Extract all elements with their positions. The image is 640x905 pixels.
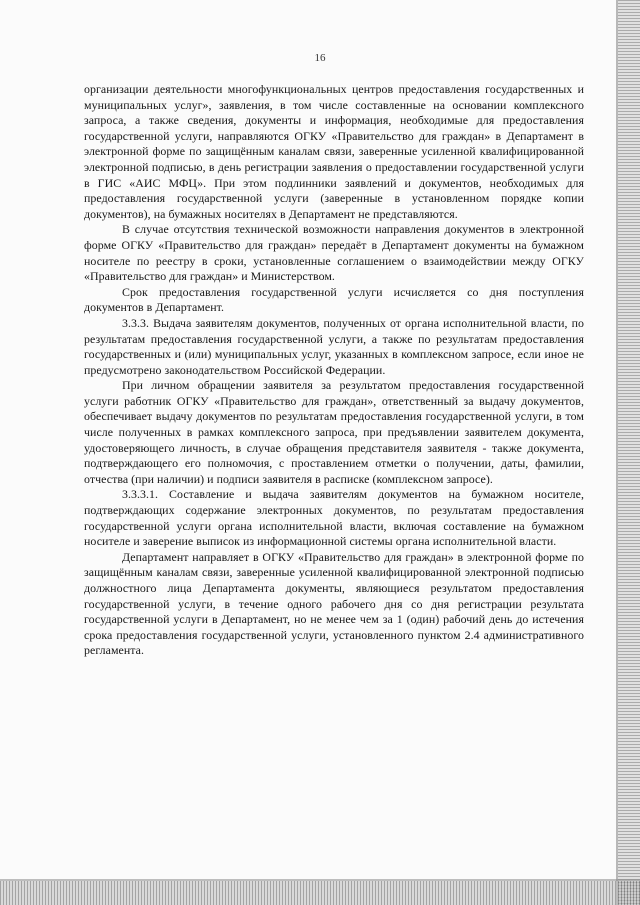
paragraph-department-sends: Департамент направляет в ОГКУ «Правительство для граждан» в электронной форме по защищённым каналам связи, заверенные усиленной квалифицированной электронной подписью должностного лица Департамента документы, являющиеся результатом предоставления государственной услуги, в течение одного рабочего дня со дня регистрации результата государственной услуги в Департамент, но не менее чем за 1 (один) рабочий день до истечения срока предоставления государственной услуги, установленного пунктом 2.4 административного регламента. [84, 549, 584, 658]
paragraph-section-3-3-3-1: 3.3.3.1. Составление и выдача заявителям документов на бумажном носителе, подтверждающих содержание электронных документов, по результатам предоставления государственной услуги органа исполнительной власти, включая составление на бумажном носителе и заверение выписок из информационной системы органа исполнительной власти. [84, 487, 584, 549]
paragraph-service-term: Срок предоставления государственной услуги исчисляется со дня поступления документов в Департамент. [84, 284, 584, 315]
scan-edge-right [618, 0, 640, 905]
scan-edge-bottom [0, 881, 640, 905]
document-body [84, 82, 584, 659]
page-number: 16 [314, 52, 326, 64]
paragraph-personal-request: При личном обращении заявителя за результатом предоставления государственной услуги работник ОГКУ «Правительство для граждан», ответственный за выдачу документов, обеспечивает выдачу документов по результатам предоставления государственной услуги, в том числе полученных в рамках комплексного запроса, при предъявлении заявителем документа, удостоверяющего личность, в случае обращения представителя заявителя - также документа, подтверждающего его полномочия, с проставлением отметки о получении, даты, фамилии, отчества (при наличии) и подписи заявителя в расписке (комплексном запросе). [84, 378, 584, 486]
paragraph-no-technical-possibility: В случае отсутствия технической возможности направления документов в электронной форме ОГКУ «Правительство для граждан» передаёт в Департамент документы на бумажном носителе по реестру в сроки, установленные соглашением о взаимодействии между ОГКУ «Правительство для граждан» и Министерством. [84, 222, 584, 284]
paragraph-section-3-3-3: 3.3.3. Выдача заявителям документов, полученных от органа исполнительной власти, по результатам предоставления государственной услуги, а также по результатам предоставления государственных и (или) муниципальных услуг, указанных в комплексном запросе, если иное не предусмотрено законодательством Российской Федерации. [84, 315, 584, 377]
paragraph-continuation: организации деятельности многофункциональных центров предоставления государственных и муниципальных услуг», заявления, в том числе составленные на основании комплексного запроса, а также сведения, документы и информация, необходимые для предоставления государственной услуги, направляются ОГКУ «Правительство для граждан» в Департамент в электронной форме по защищённым каналам связи, заверенные усиленной квалифицированной электронной подписью, в день регистрации заявления о предоставлении государственной услуги в ГИС «АИС МФЦ». При этом подлинники заявлений и документов, необходимых для предоставления государственной услуги (заверенные в установленном порядке копии документов), на бумажных носителях в Департамент не представляются. [84, 82, 584, 221]
